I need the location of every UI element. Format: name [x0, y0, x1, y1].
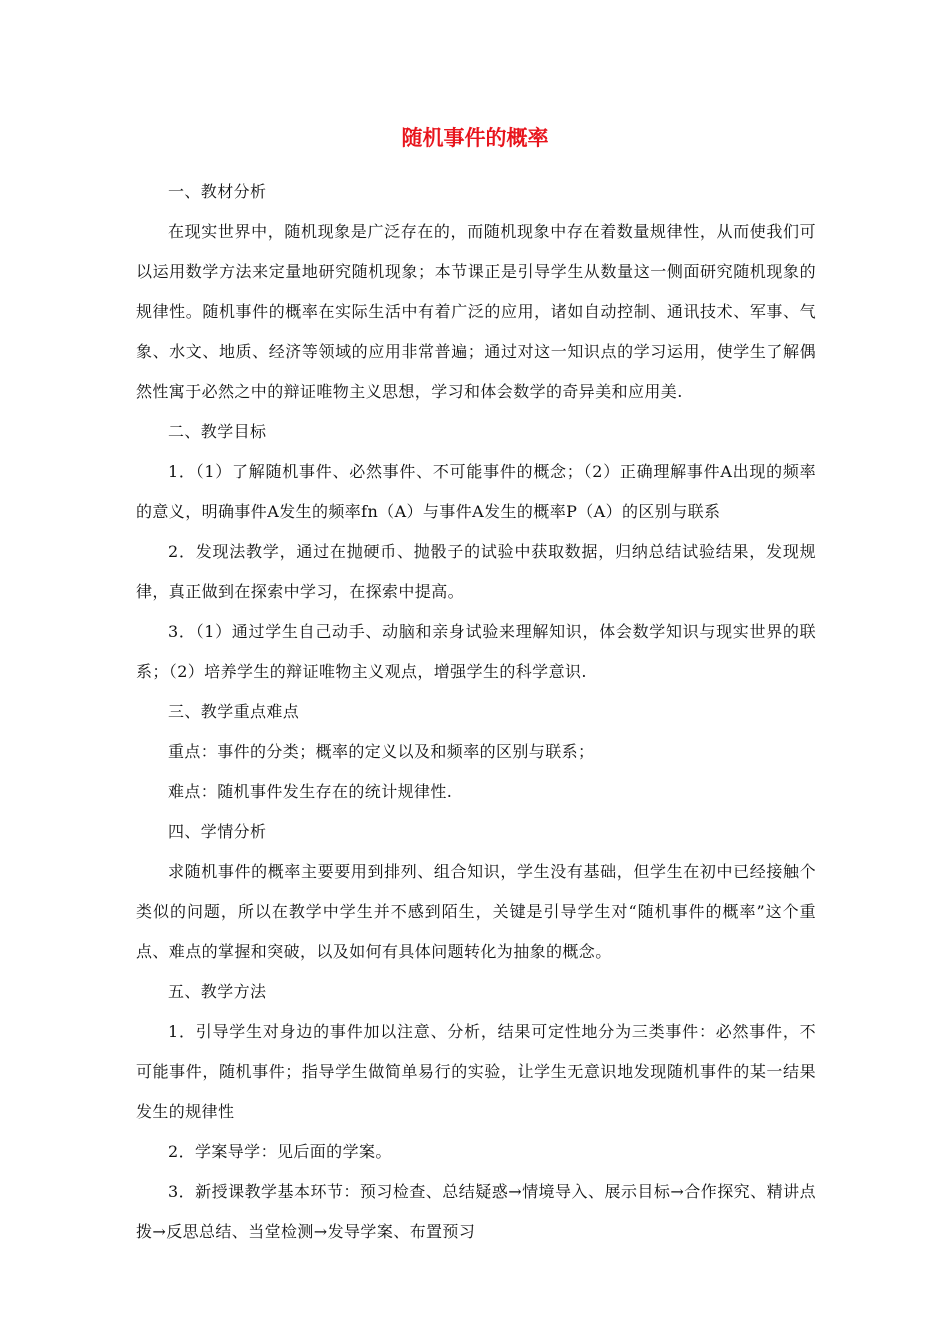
section-heading-teaching-goals: 二、教学目标: [168, 422, 267, 441]
paragraph-textbook-analysis: 在现实世界中，随机现象是广泛存在的，而随机现象中存在着数量规律性，从而使我们可以运用数学方法来定量地研究随机现象；本节课正是引导学生从数量这一侧面研究随机现象的规律性。随机事件的概率在实际生活中有着广泛的应用，诸如自动控制、通讯技术、军事、气象、水文、地质、经济等领域的应用非常普遍；通过对这一知识点的学习运用，使学生了解偶然性寓于必然之中的辩证唯物主义思想，学习和体会数学的奇异美和应用美.: [136, 222, 816, 401]
paragraph-method-2: 2．学案导学：见后面的学案。: [168, 1142, 392, 1161]
paragraph-key-point: 重点：事件的分类；概率的定义以及和频率的区别与联系；: [168, 742, 595, 761]
section-heading-teaching-methods: 五、教学方法: [168, 982, 267, 1001]
paragraph-difficult-point: 难点：随机事件发生存在的统计规律性.: [168, 782, 453, 801]
paragraph-student-analysis: 求随机事件的概率主要要用到排列、组合知识，学生没有基础，但学生在初中已经接触个类似的问题，所以在教学中学生并不感到陌生，关键是引导学生对“随机事件的概率”这个重点、难点的掌握和突破，以及如何有具体问题转化为抽象的概念。: [136, 862, 816, 961]
section-heading-textbook-analysis: 一、教材分析: [168, 182, 267, 201]
paragraph-goal-2: 2．发现法教学，通过在抛硬币、抛骰子的试验中获取数据，归纳总结试验结果，发现规律，真正做到在探索中学习，在探索中提高。: [136, 542, 816, 601]
section-heading-student-analysis: 四、学情分析: [168, 822, 267, 841]
document-body: [136, 172, 816, 1252]
paragraph-goal-1: 1．（1）了解随机事件、必然事件、不可能事件的概念；（2）正确理解事件A出现的频率的意义，明确事件A发生的频率fn（A）与事件A发生的概率P（A）的区别与联系: [136, 462, 816, 521]
section-heading-key-points: 三、教学重点难点: [168, 702, 300, 721]
paragraph-goal-3: 3．（1）通过学生自己动手、动脑和亲身试验来理解知识，体会数学知识与现实世界的联系；（2）培养学生的辩证唯物主义观点，增强学生的科学意识.: [136, 622, 816, 681]
paragraph-method-3: 3．新授课教学基本环节：预习检查、总结疑惑→情境导入、展示目标→合作探究、精讲点拨→反思总结、当堂检测→发导学案、布置预习: [136, 1182, 816, 1241]
paragraph-method-1: 1．引导学生对身边的事件加以注意、分析，结果可定性地分为三类事件：必然事件，不可能事件，随机事件；指导学生做简单易行的实验，让学生无意识地发现随机事件的某一结果发生的规律性: [136, 1022, 816, 1121]
document-title: 随机事件的概率: [401, 126, 549, 150]
